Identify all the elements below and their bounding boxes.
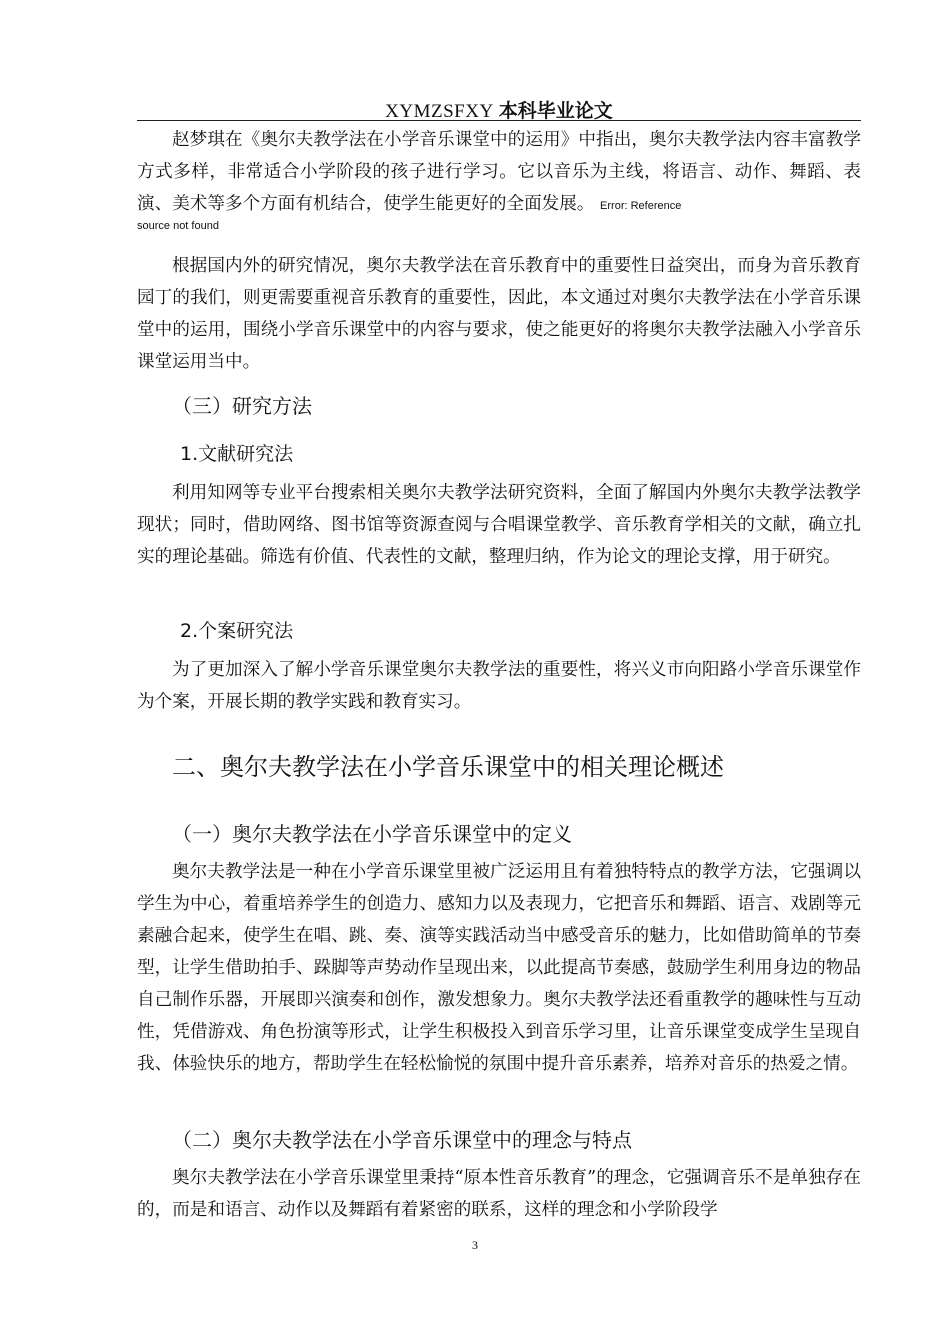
reference-error-note: Error: Reference <box>600 200 682 212</box>
page-number: 3 <box>472 1238 478 1252</box>
paragraph-research-status: 根据国内外的研究情况，奥尔夫教学法在音乐教育中的重要性日益突出，而身为音乐教育园丁的我们，则更需要重视音乐教育的重要性，因此，本文通过对奥尔夫教学法在小学音乐课堂中的运用，围绕小学音乐课堂中的内容与要求，使之能更好的将奥尔夫教学法融入小学音乐课堂运用当中。 <box>137 256 861 372</box>
heading-definition: （一）奥尔夫教学法在小学音乐课堂中的定义 <box>172 822 572 846</box>
heading-case-method: 2.个案研究法 <box>180 620 294 642</box>
paragraph-literature-review <box>137 124 861 220</box>
paragraph-concept-features: 奥尔夫教学法在小学音乐课堂里秉持“原本性音乐教育”的理念，它强调音乐不是单独存在的，而是和语言、动作以及舞蹈有着紧密的联系，这样的理念和小学阶段学 <box>137 1168 861 1220</box>
heading-literature-method: 1.文献研究法 <box>180 443 294 465</box>
header-title-cn: 本科毕业论文 <box>498 100 613 122</box>
reference-error-note-tail: source not found <box>137 220 219 232</box>
paragraph-definition: 奥尔夫教学法是一种在小学音乐课堂里被广泛运用且有着独特特点的教学方法，它强调以学生为中心，着重培养学生的创造力、感知力以及表现力，它把音乐和舞蹈、语言、戏剧等元素融合起来，使学生在唱、跳、奏、演等实践活动当中感受音乐的魅力，比如借助简单的节奏型，让学生借助拍手、跺脚等声势动作呈现出来，以此提高节奏感，鼓励学生利用身边的物品自己制作乐器，开展即兴演奏和创作，激发想象力。奥尔夫教学法还看重教学的趣味性与互动性，凭借游戏、角色扮演等形式，让学生积极投入到音乐学习里，让音乐课堂变成学生呈现自我、体验快乐的地方，帮助学生在轻松愉悦的氛围中提升音乐素养，培养对音乐的热爱之情。 <box>137 862 861 1074</box>
paragraph-text: 赵梦琪在《奥尔夫教学法在小学音乐课堂中的运用》中指出，奥尔夫教学法内容丰富教学方式多样，非常适合小学阶段的孩子进行学习。它以音乐为主线，将语言、动作、舞蹈、表演、美术等多个方面有机结合，使学生能更好的全面发展。 <box>137 130 861 214</box>
header-title-latin: XYMZSFXY <box>385 101 494 122</box>
paragraph-case-method: 为了更加深入了解小学音乐课堂奥尔夫教学法的重要性，将兴义市向阳路小学音乐课堂作为个案，开展长期的教学实践和教育实习。 <box>137 660 861 712</box>
heading-research-methods: （三）研究方法 <box>172 394 312 418</box>
heading-concept-features: （二）奥尔夫教学法在小学音乐课堂中的理念与特点 <box>172 1128 632 1152</box>
page-header <box>137 96 861 121</box>
paragraph-literature-method: 利用知网等专业平台搜索相关奥尔夫教学法研究资料，全面了解国内外奥尔夫教学法教学现状；同时，借助网络、图书馆等资源查阅与合唱课堂教学、音乐教育学相关的文献，确立扎实的理论基础。筛选有价值、代表性的文献，整理归纳，作为论文的理论支撑，用于研究。 <box>137 483 861 567</box>
heading-chapter-two: 二、奥尔夫教学法在小学音乐课堂中的相关理论概述 <box>172 753 724 781</box>
